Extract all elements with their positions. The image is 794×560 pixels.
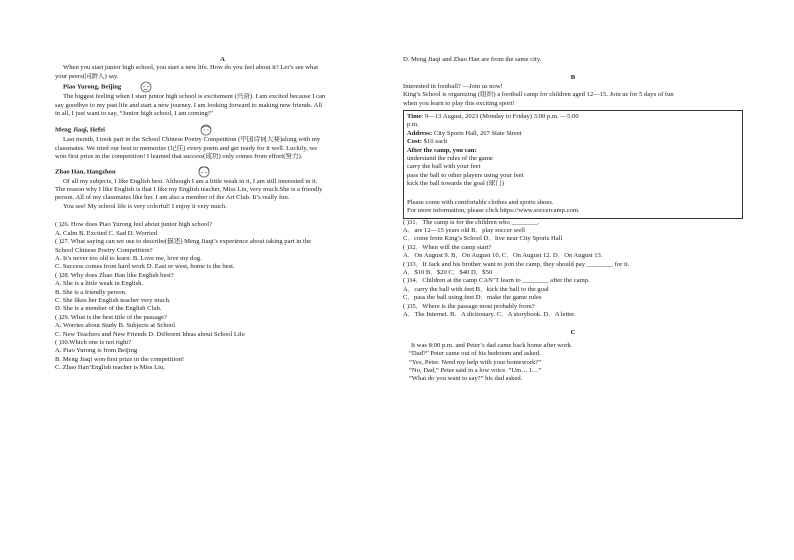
question-line: C. New Teachers and New Friends D. Different Ideas about School Life bbox=[55, 330, 245, 338]
question-line: ( )34．Children at the camp CAN’T learn to ________ after the camp. bbox=[403, 277, 590, 285]
camp-footer-line: For more information, please click https://www.soccercamp.com. bbox=[407, 207, 580, 215]
question-line: ( )35．Where is the passage most probably from? bbox=[403, 302, 535, 310]
camp-after-item: pass the ball to other players using your feet bbox=[407, 171, 524, 179]
question-line: ( )30.Which one is not right? bbox=[55, 338, 132, 346]
question-line: A．carry the ball with feet B．kick the ball to the goal bbox=[403, 285, 549, 293]
camp-cost: Cost: $10 each bbox=[407, 138, 448, 146]
question-line: ( )28. Why does Zhao Han like English best? bbox=[55, 271, 174, 279]
question-line: A. Worries about Study B. Subjects at School bbox=[55, 322, 176, 330]
question-line: ( )33．If Jack and his brother want to join the camp, they should pay ________ for it. bbox=[403, 260, 630, 268]
question-line: B. Meng Jiaqi won first prize in the competition! bbox=[55, 355, 185, 363]
question-line: School Chinese Poetry Competition? bbox=[55, 246, 153, 254]
speaker-name: Piao Yurong, Beijing bbox=[55, 81, 390, 93]
paragraph-line: You see! My school life is very colorful! I enjoy it very much. bbox=[63, 202, 227, 210]
camp-time-cont: p.m. bbox=[407, 121, 419, 129]
question-line: C. Zhao Han’English teacher is Miss Liu, bbox=[55, 364, 165, 372]
intro-line: your peers(同龄人) say. bbox=[55, 72, 119, 80]
question-line: ( )31．The camp is for the children who ________. bbox=[403, 218, 540, 226]
paragraph-line: say goodbye to my past life and start a new journey. I am looking forward to making new friends. All bbox=[55, 101, 323, 109]
paragraph-line: classmates. We tried our best to memorize (记住) every poem and get ready for it well. Luckily, we bbox=[55, 144, 318, 152]
camp-after-item: carry the ball with your feet bbox=[407, 163, 481, 171]
paragraph-line: The reason why I like English is that I like my English teacher, Miss Liu, very much.She is a friendly bbox=[55, 186, 323, 194]
section-b-heading: B bbox=[570, 74, 576, 82]
camp-after-item: kick the ball towards the goal (球门) bbox=[407, 180, 505, 188]
question-line: C．pass the ball using feet D．make the game rules bbox=[403, 294, 542, 302]
question-line: B. She is a friendly person. bbox=[55, 288, 127, 296]
question-line: C. She likes her English teacher very much. bbox=[55, 296, 171, 304]
paragraph-line: Of all my subjects, I like English best. Although I am a little weak in it, I am still interested in it. bbox=[63, 177, 318, 185]
paragraph-line: Last month, I took part in the School Chinese Poetry Competition (中国诗词大赛)along with my bbox=[63, 136, 321, 144]
question-line: A．are 12—15 years old B．play soccer well bbox=[403, 226, 525, 234]
intro-line: Interested in football? —Join us now! bbox=[403, 82, 503, 90]
paragraph-line: won first prize in the competition! I learned that success(成功) only comes from effort(努力). bbox=[55, 153, 303, 161]
question-line: D. Meng Jiaqi and Zhao Han are from the same city. bbox=[403, 56, 542, 63]
question-line: ( )32．When will the camp start? bbox=[403, 243, 492, 251]
camp-footer-line: Please come with comfortable clothes and sports shoes. bbox=[407, 198, 554, 206]
boy-avatar-icon bbox=[137, 81, 155, 93]
story-line: It was 8:00 p.m. and Peter’s dad came back home after work. bbox=[411, 341, 573, 349]
intro-line: King’s School is organizing (组织) a football camp for children aged 12—15. Join us for 5 days of fun bbox=[403, 91, 674, 99]
question-line: ( )27. What saying can we use to describe(描述) Meng Jiaqi’s experience about taking part in the bbox=[55, 238, 312, 246]
question-line: ( )26. How does Piao Yurong feel about junior high school? bbox=[55, 221, 213, 229]
story-line: “No, Dad,” Peter said in a low voice. “Um… I…” bbox=[409, 367, 542, 374]
camp-after-label: After the camp, you can: bbox=[407, 146, 477, 154]
question-line: ( )29. What is the best title of the passage? bbox=[55, 313, 167, 321]
story-line: “Dad?” Peter came out of his bedroom and asked. bbox=[409, 350, 541, 358]
speaker-name: Zhao Han, Hangzhou bbox=[55, 166, 390, 178]
story-line: “Yes, Peter. Need my help with your homework?” bbox=[409, 358, 542, 366]
speaker-name: Meng Jiaqi, Hefei bbox=[55, 124, 390, 136]
intro-line: When you start junior high school, you start a new life. How do you feel about it? Let’s see what bbox=[63, 64, 319, 72]
paragraph-line: person. All of my classmates like her. I am also a member of the Art Club. It’s really fun. bbox=[55, 194, 290, 202]
camp-address: Address: City Sports Hall, 267 State Street bbox=[407, 129, 522, 137]
question-line: A. She is a little weak in English. bbox=[55, 280, 144, 288]
question-line: C．come from King’s School D．live near City Sports Hall bbox=[403, 235, 563, 243]
paragraph-line: in all, I just want to say, “Junior high school, I am coming!” bbox=[55, 110, 213, 118]
intro-line: when you learn to play this exciting sport! bbox=[403, 99, 515, 107]
girl-avatar-icon bbox=[195, 166, 213, 178]
left-column bbox=[55, 56, 390, 373]
question-line: D. She is a member of the English Club. bbox=[55, 305, 162, 313]
question-line: C. Success comes from hard work D. East or west, home is the best. bbox=[55, 263, 235, 271]
story-line: “What do you want to say?” his dad asked. bbox=[409, 375, 523, 383]
right-column bbox=[403, 56, 743, 384]
question-line: A. Piao Yurong is from Beijing bbox=[55, 347, 138, 355]
section-c-heading: C bbox=[570, 329, 576, 337]
section-a-heading: A bbox=[220, 56, 225, 63]
paragraph-line: The biggest feeling when I start junior high school is excitement (兴奋). I am excited because I can bbox=[63, 93, 326, 101]
question-line: A．On August 9. B．On August 10. C．On August 12. D．On August 13. bbox=[403, 252, 603, 260]
question-line: A. It’s never too old to learn. B. Love me, love my dog. bbox=[55, 254, 202, 262]
camp-time: Time: 9—13 August, 2023 (Monday to Friday) 3:00 p.m. —5:00 bbox=[407, 113, 579, 121]
girl-avatar-icon bbox=[197, 124, 215, 136]
question-line: A．The Internet. B．A dictionary. C．A storybook. D．A letter. bbox=[403, 310, 576, 318]
question-line: A．$10 B．$20 C．$40 D．$50 bbox=[403, 268, 493, 276]
question-line: A. Calm B. Excited C. Sad D. Worried bbox=[55, 229, 158, 237]
camp-info-box bbox=[403, 110, 743, 218]
camp-after-item: understand the rules of the game bbox=[407, 155, 493, 163]
